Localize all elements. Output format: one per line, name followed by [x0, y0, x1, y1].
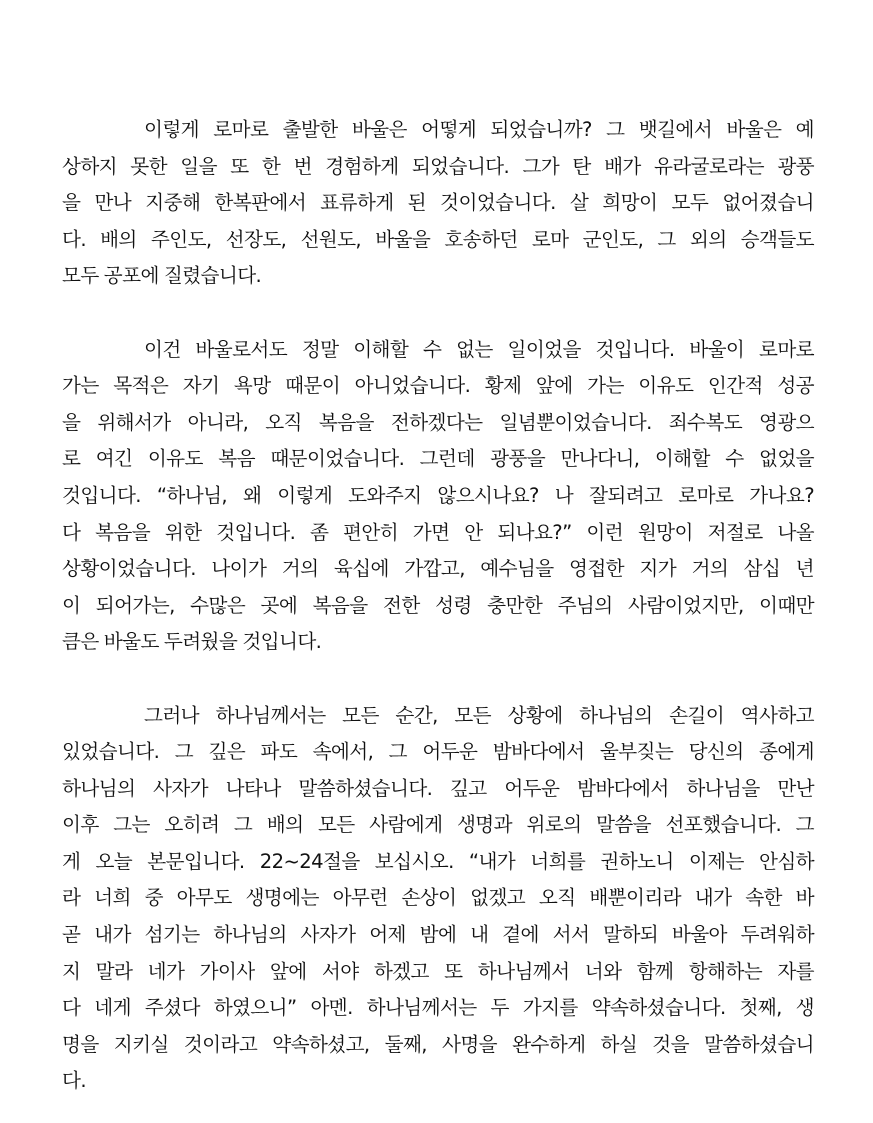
text-line: 다 네게 주셨다 하였으니” 아멘. 하나님께서는 두 가지를 약속하셨습니다. 첫째, 생 [62, 996, 814, 1020]
paragraph-gap [62, 661, 814, 698]
text-line: 다 복음을 위한 것입니다. 좀 편안히 가면 안 되나요?” 이런 원망이 저절로 나올 [62, 520, 814, 544]
text-line: 가는 목적은 자기 욕망 때문이 아니었습니다. 황제 앞에 가는 이유도 인간적 성공 [62, 374, 814, 398]
paragraph-gap [62, 295, 814, 332]
text-line: 상황이었습니다. 나이가 거의 육십에 가깝고, 예수님을 영접한 지가 거의 삼십 년 [62, 557, 814, 581]
text-line: 을 위해서가 아니라, 오직 복음을 전하겠다는 일념뿐이었습니다. 죄수복도 영광으 [62, 410, 814, 434]
text-line: 다. 배의 주인도, 선장도, 선원도, 바울을 호송하던 로마 군인도, 그 외의 승객들도 [62, 227, 814, 251]
text-line: 곧 내가 섬기는 하나님의 사자가 어제 밤에 내 곁에 서서 말하되 바울아 두려워하 [62, 923, 814, 947]
text-line: 이렇게 로마로 출발한 바울은 어떻게 되었습니까? 그 뱃길에서 바울은 예 [144, 118, 814, 141]
text-line: 것입니다. “하나님, 왜 이렇게 도와주지 않으시나요? 나 잘되려고 로마로 가나요? [62, 483, 814, 507]
text-line: 을 만나 지중해 한복판에서 표류하게 된 것이었습니다. 살 희망이 모두 없어졌습니 [62, 191, 814, 215]
text-line: 로 여긴 이유도 복음 때문이었습니다. 그런데 광풍을 만나다니, 이해할 수 없었을 [62, 447, 814, 471]
text-line: 상하지 못한 일을 또 한 번 경험하게 되었습니다. 그가 탄 배가 유라굴로라는 광풍 [62, 154, 814, 178]
document-page [62, 112, 814, 1100]
paragraph-3 [62, 698, 814, 1101]
text-line: 다. [62, 1069, 86, 1093]
text-line: 있었습니다. 그 깊은 파도 속에서, 그 어두운 밤바다에서 울부짖는 당신의 종에게 [62, 740, 814, 764]
text-line: 이후 그는 오히려 그 배의 모든 사람에게 생명과 위로의 말씀을 선포했습니다. 그 [62, 813, 814, 837]
text-line: 명을 지키실 것이라고 약속하셨고, 둘째, 사명을 완수하게 하실 것을 말씀하셨습니 [62, 1032, 814, 1056]
paragraph-1 [62, 112, 814, 295]
text-line: 라 너희 중 아무도 생명에는 아무런 손상이 없겠고 오직 배뿐이리라 내가 속한 바 [62, 886, 814, 910]
text-line: 모두 공포에 질렸습니다. [62, 264, 262, 288]
text-line: 그러나 하나님께서는 모든 순간, 모든 상황에 하나님의 손길이 역사하고 [144, 703, 814, 727]
text-line: 하나님의 사자가 나타나 말씀하셨습니다. 깊고 어두운 밤바다에서 하나님을 만난 [62, 776, 814, 800]
text-line: 게 오늘 본문입니다. 22~24절을 보십시오. “내가 너희를 권하노니 이제는 안심하 [62, 849, 814, 873]
paragraph-2 [62, 332, 814, 661]
text-line: 지 말라 네가 가이사 앞에 서야 하겠고 또 하나님께서 너와 함께 항해하는 자를 [62, 959, 814, 983]
text-line: 이 되어가는, 수많은 곳에 복음을 전한 성령 충만한 주님의 사람이었지만, 이때만 [62, 593, 814, 617]
text-line: 큼은 바울도 두려웠을 것입니다. [62, 630, 322, 654]
text-line: 이건 바울로서도 정말 이해할 수 없는 일이었을 것입니다. 바울이 로마로 [144, 337, 814, 361]
